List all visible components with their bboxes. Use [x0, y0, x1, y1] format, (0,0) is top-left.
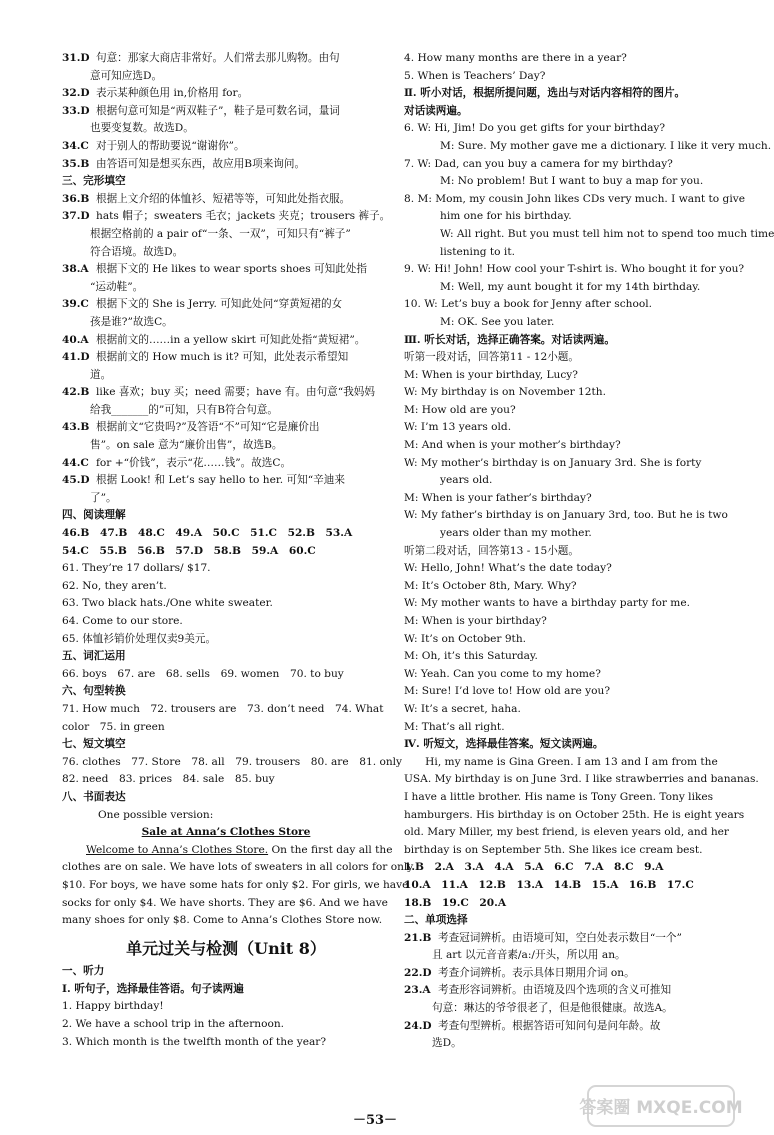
question-number: 32.D — [62, 87, 90, 100]
section-heading: Ⅳ. 听短文，选择最佳答案。短文读两遍。 — [404, 738, 604, 751]
answer-list: 46.B 47.B 48.C 49.A 50.C 51.C 52.B 53.A — [62, 527, 353, 540]
text-line: 7. W: Dad, can you buy a camera for my birthday? — [404, 157, 673, 170]
answer-explanation: 考查形容词辨析。由语境及四个选项的含义可推知 — [438, 984, 672, 997]
answer-explanation: for +“价钱”，表示“花……钱”。故选C。 — [96, 456, 292, 469]
text-line: W: It’s on October 9th. — [404, 632, 527, 645]
question-number: 43.B — [62, 421, 90, 434]
question-number: 45.D — [62, 474, 90, 487]
question-number: 44.C — [62, 456, 89, 469]
section-heading: 六、句型转换 — [62, 685, 126, 698]
text-line: 6. W: Hi, Jim! Do you get gifts for your birthday? — [404, 122, 666, 135]
indented-line: listening to it. — [440, 245, 515, 258]
text-line: many shoes for only $8. Come to Anna’s Clothes Store now. — [62, 914, 383, 927]
text-line: old. Mary Miller, my best friend, is eleven years old, and her — [404, 826, 729, 839]
text-line: 3. Which month is the twelfth month of the year? — [62, 1035, 327, 1048]
section-heading: Ⅰ. 听句子，选择最佳答语。句子读两遍 — [62, 982, 244, 995]
text-line: W: I’m 13 years old. — [404, 421, 512, 434]
question-number: 38.A — [62, 263, 89, 276]
section-heading: 四、阅读理解 — [62, 509, 126, 522]
answer-explanation: 根据上文介绍的体恤衫、短裙等等，可知此处指衣服。 — [96, 192, 351, 205]
text-line: M: And when is your mother’s birthday? — [404, 439, 621, 452]
explanation-continuation: 道。 — [90, 368, 112, 381]
section-heading: 五、词汇运用 — [62, 650, 126, 663]
text-line: 66. boys 67. are 68. sells 69. women 70. to buy — [62, 667, 344, 680]
text-line: W: It’s a secret, haha. — [404, 702, 521, 715]
text-line: W: Hello, John! What’s the date today? — [404, 562, 612, 575]
answer-line — [62, 349, 390, 367]
indented-line: M: Sure. My mother gave me a dictionary. I like it very much. — [440, 139, 772, 152]
answer-line — [404, 1018, 738, 1036]
answer-line — [62, 455, 390, 473]
answer-line — [62, 103, 390, 121]
question-number: 41.D — [62, 351, 90, 364]
explanation-continuation: 也要变复数。故选D。 — [90, 122, 194, 135]
answer-explanation: 根据前文“它贵吗?”及答语“不”可知“它是廉价出 — [96, 421, 320, 434]
answer-line — [404, 965, 738, 983]
explanation-continuation: 根据空格前的 a pair of“一条、一双”，可知只有“裤子” — [90, 227, 351, 240]
answer-line — [62, 138, 390, 156]
text-line: clothes are on sale. We have lots of sweaters in all colors for only — [62, 861, 414, 874]
answer-list: 18.B 19.C 20.A — [404, 896, 507, 909]
section-heading: 八、书面表达 — [62, 790, 126, 803]
text-line: M: How old are you? — [404, 403, 516, 416]
text-line: hamburgers. His birthday is on October 25th. He is eight years — [404, 808, 745, 821]
explanation-continuation: 了”。 — [90, 491, 117, 504]
question-number: 35.B — [62, 157, 90, 170]
answer-explanation: 根据前文的……in a yellow skirt 可知此处指“黄短裙”。 — [96, 333, 366, 346]
essay-line — [62, 842, 393, 860]
answer-line — [62, 50, 390, 68]
answer-line — [62, 384, 390, 402]
text-line: color 75. in green — [62, 720, 165, 733]
section-heading: 一、听力 — [62, 965, 105, 978]
answer-explanation: 表示某种颜色用 in,价格用 for。 — [96, 87, 249, 100]
explanation-continuation: 给我_______的”可知，只有B符合句意。 — [90, 403, 278, 416]
text-line: I have a little brother. His name is Tony Green. Tony likes — [404, 790, 714, 803]
text-line: 65. 体恤衫销价处理仅卖9美元。 — [62, 632, 217, 645]
answer-line — [62, 296, 390, 314]
text-line: Hi, my name is Gina Green. I am 13 and I am from the — [404, 755, 718, 768]
question-number: 37.D — [62, 210, 90, 223]
explanation-continuation: “运动鞋”。 — [90, 280, 144, 293]
question-number: 34.C — [62, 139, 89, 152]
answer-list: 10.A 11.A 12.B 13.A 14.B 15.A 16.B 17.C — [404, 878, 694, 891]
answer-explanation: 根据前文的 How much is it? 可知，此处表示希望知 — [96, 351, 349, 364]
text-line: 听第二段对话，回答第13 - 15小题。 — [404, 544, 579, 557]
watermark-logo — [579, 1082, 743, 1130]
text-line: W: My mother’s birthday is on January 3rd. She is forty — [404, 456, 702, 469]
answer-line — [62, 191, 390, 209]
section-heading: Ⅱ. 听小对话，根据所提问题，选出与对话内容相符的图片。 — [404, 87, 686, 100]
unit-title: 单元过关与检测（Unit 8） — [126, 938, 326, 958]
text-line: M: Oh, it’s this Saturday. — [404, 650, 538, 663]
text-line: 76. clothes 77. Store 78. all 79. trousers 80. are 81. only — [62, 755, 403, 768]
question-number: 22.D — [404, 966, 432, 979]
essay-title: Sale at Anna’s Clothes Store — [141, 826, 311, 839]
answer-explanation: like 喜欢；buy 买；need 需要；have 有。由句意“我妈妈 — [96, 386, 375, 399]
question-number: 24.D — [404, 1019, 432, 1032]
svg-text:答案圈 MXQE.COM: 答案圈 MXQE.COM — [579, 1098, 743, 1118]
answer-explanation: 根据下文的 She is Jerry. 可知此处问“穿黄短裙的女 — [96, 298, 343, 311]
question-number: 21.B — [404, 931, 432, 944]
answer-line — [404, 982, 738, 1000]
section-heading: 七、短文填空 — [62, 738, 126, 751]
text-line: 4. How many months are there in a year? — [404, 52, 627, 64]
text-line: USA. My birthday is on June 3rd. I like strawberries and bananas. — [404, 773, 759, 786]
text-line: W: My birthday is on November 12th. — [404, 386, 606, 399]
answer-explanation: 根据 Look! 和 Let’s say hello to her. 可知“辛迪来 — [96, 474, 345, 487]
text-line: 1. Happy birthday! — [62, 1000, 164, 1013]
answer-explanation: 考查句型辨析。根据答语可知问句是问年龄。故 — [438, 1019, 661, 1032]
text-line: $10. For boys, we have some hats for only $2. For girls, we have — [62, 878, 409, 891]
indented-line: years old. — [440, 474, 493, 487]
answer-line — [62, 332, 390, 350]
text-line: 63. Two black hats./One white sweater. — [62, 597, 273, 610]
text-line: M: When is your father’s birthday? — [404, 491, 592, 504]
indented-line: M: No problem! But I want to buy a map for you. — [440, 175, 704, 188]
text-line: 9. W: Hi! John! How cool your T-shirt is. Who bought it for you? — [404, 263, 745, 276]
answer-explanation: 由答语可知是想买东西，故应用B项来询问。 — [96, 157, 306, 170]
essay-underlined-sentence: Welcome to Anna’s Clothes Store. — [86, 843, 269, 856]
answer-line — [62, 261, 390, 279]
answer-line — [62, 208, 390, 226]
text-line: W: My mother wants to have a birthday party for me. — [404, 597, 690, 610]
indented-line: One possible version: — [98, 808, 214, 821]
question-number: 40.A — [62, 333, 89, 346]
question-number: 42.B — [62, 386, 90, 399]
text-line: 听第一段对话，回答第11 - 12小题。 — [404, 351, 579, 364]
explanation-continuation: 句意：琳达的爷爷很老了，但是他很健康。故选A。 — [432, 1002, 673, 1015]
indented-line: M: OK. See you later. — [440, 315, 555, 328]
explanation-continuation: 符合语境。故选D。 — [90, 245, 184, 258]
answer-line — [62, 156, 390, 174]
left-column — [62, 50, 414, 1051]
text-line: socks for only $4. We have shorts. They are $6. And we have — [62, 896, 388, 909]
text-line: M: When is your birthday? — [404, 615, 547, 627]
page-number: －53－ — [352, 1113, 398, 1128]
answer-explanation: 考查冠词辨析。由语境可知，空白处表示数目“一个” — [438, 931, 682, 944]
text-line: 62. No, they aren’t. — [62, 579, 167, 592]
question-number: 36.B — [62, 192, 90, 205]
explanation-continuation: 且 art 以元音音素/a:/开头，所以用 an。 — [432, 949, 626, 962]
text-line: M: That’s all right. — [404, 720, 505, 733]
text-line: 82. need 83. prices 84. sale 85. buy — [62, 773, 275, 786]
indented-line: him one for his birthday. — [440, 210, 572, 223]
text-line: 71. How much 72. trousers are 73. don’t need 74. What — [62, 702, 384, 715]
text-line: M: It’s October 8th, Mary. Why? — [404, 579, 577, 592]
indented-line: years older than my mother. — [440, 527, 592, 540]
text-line: 61. They’re 17 dollars/ $17. — [62, 562, 211, 575]
answer-explanation: hats 帽子；sweaters 毛衣；jackets 夹克；trousers 裤子。 — [96, 210, 391, 223]
essay-text: On the first day all the — [268, 843, 393, 856]
text-line: W: My father’s birthday is on January 3rd, too. But he is two — [404, 509, 728, 522]
question-number: 31.D — [62, 52, 90, 64]
answer-list: 1.B 2.A 3.A 4.A 5.A 6.C 7.A 8.C 9.A — [404, 861, 664, 874]
section-heading: 二、单项选择 — [404, 914, 468, 927]
question-number: 39.C — [62, 298, 89, 311]
right-column — [404, 50, 774, 1053]
explanation-continuation: 售”。on sale 意为“廉价出售”，故选B。 — [90, 439, 283, 452]
answer-explanation: 对于别人的帮助要说“谢谢你”。 — [96, 139, 245, 152]
explanation-continuation: 意可知应选D。 — [90, 69, 163, 82]
answer-line — [62, 85, 390, 103]
answer-explanation: 根据句意可知是“两双鞋子”，鞋子是可数名词，量词 — [96, 104, 340, 117]
explanation-continuation: 选D。 — [432, 1037, 462, 1050]
question-number: 23.A — [404, 984, 431, 997]
text-line: 8. M: Mom, my cousin John likes CDs very much. I want to give — [404, 192, 745, 205]
text-line: birthday is on September 5th. She likes ice cream best. — [404, 843, 703, 856]
question-number: 33.D — [62, 104, 90, 117]
text-line: 64. Come to our store. — [62, 615, 183, 627]
indented-line: W: All right. But you must tell him not to spend too much time — [440, 227, 774, 240]
answer-list: 54.C 55.B 56.B 57.D 58.B 59.A 60.C — [62, 544, 316, 557]
answer-line — [62, 472, 390, 490]
text-line: 5. When is Teachers’ Day? — [404, 69, 546, 82]
text-line: 10. W: Let’s buy a book for Jenny after school. — [404, 298, 652, 311]
answer-explanation: 根据下文的 He likes to wear sports shoes 可知此处指 — [96, 263, 367, 276]
answer-explanation: 考查介词辨析。表示具体日期用介词 on。 — [438, 966, 635, 979]
text-line: M: Sure! I’d love to! How old are you? — [404, 685, 611, 698]
explanation-continuation: 孩是谁?”故选C。 — [90, 315, 173, 328]
section-heading: 三、完形填空 — [62, 175, 126, 188]
text-line: W: Yeah. Can you come to my home? — [404, 667, 601, 680]
section-heading: 对话读两遍。 — [404, 104, 468, 117]
answer-explanation: 句意：那家大商店非常好。人们常去那儿购物。由句 — [96, 52, 340, 64]
answer-line — [404, 930, 738, 948]
answer-line — [62, 419, 390, 437]
text-line: M: When is your birthday, Lucy? — [404, 368, 578, 381]
indented-line: M: Well, my aunt bought it for my 14th birthday. — [440, 280, 701, 293]
text-line: 2. We have a school trip in the afternoon. — [62, 1018, 285, 1031]
section-heading: Ⅲ. 听长对话，选择正确答案。对话读两遍。 — [404, 333, 615, 346]
